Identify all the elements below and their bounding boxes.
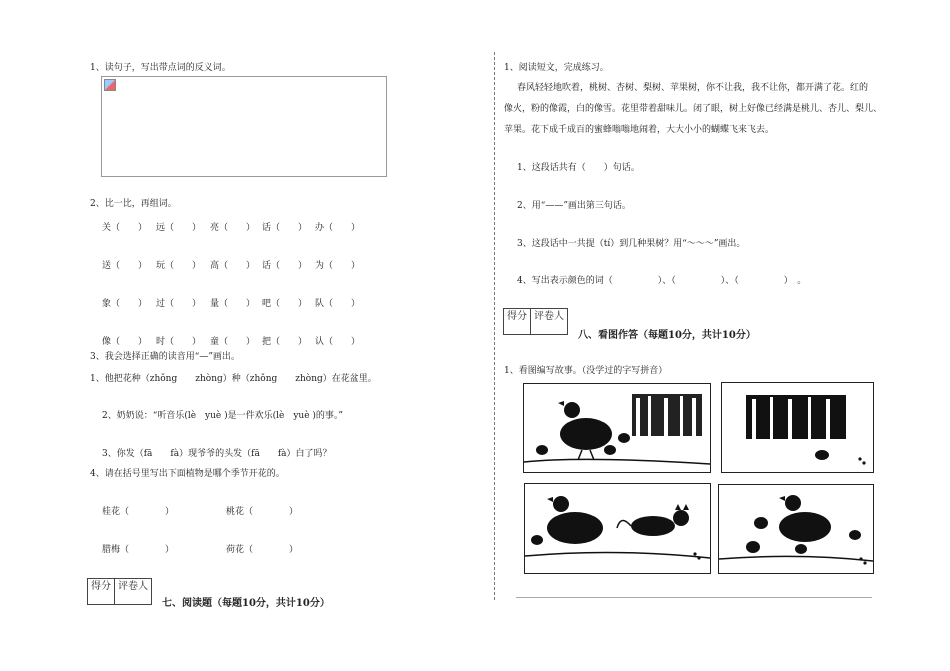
character-pair-cell: 为（ ）	[315, 261, 361, 271]
character-pair-cell: 把（ ）	[262, 337, 308, 347]
plant-item: 桂花（ ）	[102, 507, 175, 517]
story-picture-3	[524, 483, 711, 574]
question-1-antonyms: 1、读句子，写出带点词的反义词。	[90, 63, 231, 73]
broken-image-frame	[101, 76, 387, 177]
character-pair-cell: 远（ ）	[156, 223, 202, 233]
character-pair-cell: 玩（ ）	[156, 261, 202, 271]
question-2-compare: 2、比一比，再组词。	[90, 199, 177, 209]
character-pair-cell: 话（ ）	[262, 261, 308, 271]
story-picture-1	[523, 383, 711, 473]
pronunciation-item: 1、他把花种（zhǒng zhòng）种（zhǒng zhòng）在花盆里。	[90, 374, 377, 384]
character-pair-cell: 高（ ）	[210, 261, 256, 271]
score-box	[87, 578, 152, 605]
broken-image-icon	[104, 79, 116, 91]
section-8-title: 八、看图作答（每题10分，共计10分）	[578, 330, 756, 341]
character-pair-cell: 童（ ）	[210, 337, 256, 347]
sub-question: 3、这段话中一共提（tí）到几种果树？用“～～～”画出。	[517, 239, 746, 249]
story-picture-2	[721, 382, 874, 473]
score-box	[503, 308, 568, 335]
pronunciation-item: 3、你发（fā fà）现爷爷的头发（fā fà）白了吗？	[102, 449, 332, 459]
reviewer-label: 评卷人	[534, 311, 564, 322]
character-pair-cell: 办（ ）	[315, 223, 361, 233]
character-pair-cell: 认（ ）	[315, 337, 361, 347]
plant-item: 桃花（ ）	[226, 507, 299, 517]
character-pair-cell: 过（ ）	[156, 299, 202, 309]
passage-line: 像火，粉的像霞，白的像雪。花里带着甜味儿。闭了眼，树上好像已经满是桃儿、杏儿、梨儿、	[504, 104, 883, 114]
character-pair-cell: 话（ ）	[262, 223, 308, 233]
character-pair-cell: 量（ ）	[210, 299, 256, 309]
picture-story-question: 1、看图编写故事。（没学过的字写拼音）	[504, 366, 668, 376]
character-pair-cell: 亮（ ）	[210, 223, 256, 233]
score-label: 得分	[504, 309, 531, 334]
sub-question: 2、用“——”画出第三句话。	[517, 201, 631, 211]
story-picture-4	[718, 484, 874, 574]
reviewer-label: 评卷人	[118, 581, 148, 592]
character-pair-cell: 送（ ）	[102, 261, 148, 271]
passage-line: 苹果。花下成千成百的蜜蜂嗡嗡地闹着，大大小小的蝴蝶飞来飞去。	[504, 125, 775, 135]
column-divider	[494, 52, 495, 600]
passage-line: 春风轻轻地吹着，桃树、杏树、梨树、苹果树，你不让我，我不让你，都开满了花。红的	[517, 83, 869, 93]
character-pair-cell: 吧（ ）	[262, 299, 308, 309]
character-pair-cell: 像（ ）	[102, 337, 148, 347]
plant-item: 腊梅（ ）	[102, 545, 175, 555]
character-pair-cell: 队（ ）	[315, 299, 361, 309]
score-label: 得分	[88, 579, 115, 604]
plant-item: 荷花（ ）	[226, 545, 299, 555]
section-7-title: 七、阅读题（每题10分，共计10分）	[162, 598, 330, 609]
sub-question: 4、写出表示颜色的词（ ）、（ ）、（ ） 。	[517, 276, 807, 286]
character-pair-cell: 象（ ）	[102, 299, 148, 309]
question-3-pronunciation: 3、我会选择正确的读音用“—”画出。	[90, 352, 240, 362]
question-4-seasons: 4、请在括号里写出下面植物是哪个季节开花的。	[90, 469, 285, 479]
pronunciation-item: 2、奶奶说：“听音乐(lè yuè )是一件欢乐(lè yuè )的事。”	[102, 411, 344, 421]
character-pair-cell: 关（ ）	[102, 223, 148, 233]
reading-question: 1、阅读短文，完成练习。	[504, 63, 609, 73]
character-pair-cell: 时（ ）	[156, 337, 202, 347]
sub-question: 1、这段话共有（ ）句话。	[517, 163, 640, 173]
answer-line	[516, 597, 872, 598]
